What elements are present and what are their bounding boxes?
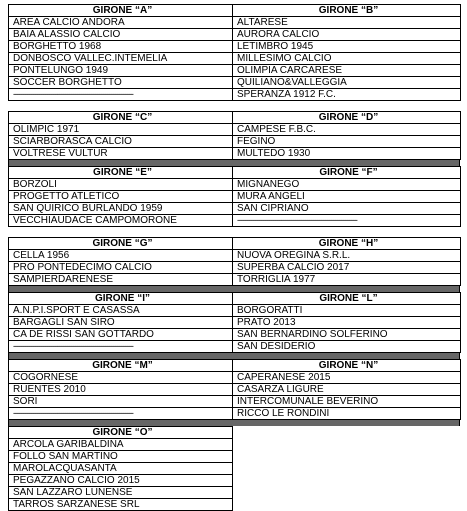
- team-cell: SOCCER BORGHETTO: [9, 77, 233, 89]
- girone-block: [8, 111, 461, 160]
- empty-cell: [233, 427, 461, 439]
- girone-title: GIRONE “G”: [9, 238, 233, 250]
- girone-header-row: [9, 360, 461, 372]
- girone-title: GIRONE “B”: [233, 5, 461, 17]
- girone-header-row: [9, 5, 461, 17]
- team-cell: SAN QUIRICO BURLANDO 1959: [9, 203, 233, 215]
- team-cell: VOLTRESE VULTUR: [9, 148, 233, 160]
- girone-title: GIRONE “N”: [233, 360, 461, 372]
- table-row: [9, 475, 461, 487]
- girone-header-row: [9, 238, 461, 250]
- team-cell: INTERCOMUNALE BEVERINO: [233, 396, 461, 408]
- table-row: [9, 499, 461, 511]
- table-row: [9, 179, 461, 191]
- girone-title: GIRONE “M”: [9, 360, 233, 372]
- team-cell: SPERANZA 1912 F.C.: [233, 89, 461, 101]
- girone-header-row: [9, 293, 461, 305]
- team-cell: ALTARESE: [233, 17, 461, 29]
- team-cell: DONBOSCO VALLEC.INTEMELIA: [9, 53, 233, 65]
- team-cell: COGORNESE: [9, 372, 233, 384]
- girone-block: [8, 166, 461, 227]
- table-row: [9, 65, 461, 77]
- team-cell: ARCOLA GARIBALDINA: [9, 439, 233, 451]
- table-row: [9, 329, 461, 341]
- girone-title: GIRONE “E”: [9, 167, 233, 179]
- team-cell: PONTELUNGO 1949: [9, 65, 233, 77]
- table-row: [9, 305, 461, 317]
- team-cell: BORZOLI: [9, 179, 233, 191]
- empty-cell: [233, 439, 461, 451]
- table-row: [9, 341, 461, 353]
- table-row: [9, 124, 461, 136]
- empty-cell: [233, 463, 461, 475]
- table-row: [9, 89, 461, 101]
- team-cell: CAPERANESE 2015: [233, 372, 461, 384]
- team-cell: SAN BERNARDINO SOLFERINO: [233, 329, 461, 341]
- team-cell: TORRIGLIA 1977: [233, 274, 461, 286]
- team-cell: MAROLACQUASANTA: [9, 463, 233, 475]
- girone-title: GIRONE “O”: [9, 427, 233, 439]
- table-row: [9, 439, 461, 451]
- table-row: [9, 317, 461, 329]
- empty-cell: [233, 499, 461, 511]
- team-cell: RUENTES 2010: [9, 384, 233, 396]
- girone-block: [8, 292, 461, 353]
- team-cell: MIGNANEGO: [233, 179, 461, 191]
- table-row: [9, 451, 461, 463]
- empty-cell: [233, 475, 461, 487]
- table-row: [9, 191, 461, 203]
- team-cell: ------------------------------------------------------------: [9, 89, 233, 101]
- table-row: [9, 53, 461, 65]
- table-row: [9, 203, 461, 215]
- table-row: [9, 136, 461, 148]
- team-cell: LETIMBRO 1945: [233, 41, 461, 53]
- block-separator: [8, 101, 460, 111]
- team-cell: MURA ANGELI: [233, 191, 461, 203]
- table-row: [9, 274, 461, 286]
- team-cell: SAN DESIDERIO: [233, 341, 461, 353]
- team-cell: TARROS SARZANESE SRL: [9, 499, 233, 511]
- table-row: [9, 41, 461, 53]
- table-row: [9, 17, 461, 29]
- team-cell: OLIMPIA CARCARESE: [233, 65, 461, 77]
- team-cell: MILLESIMO CALCIO: [233, 53, 461, 65]
- girone-header-row: [9, 427, 461, 439]
- team-cell: FOLLO SAN MARTINO: [9, 451, 233, 463]
- table-row: [9, 487, 461, 499]
- girone-header-row: [9, 112, 461, 124]
- team-cell: VECCHIAUDACE CAMPOMORONE: [9, 215, 233, 227]
- girone-sheet: [8, 4, 460, 511]
- girone-block: [8, 426, 461, 511]
- girone-title: GIRONE “D”: [233, 112, 461, 124]
- table-row: [9, 250, 461, 262]
- empty-cell: [233, 487, 461, 499]
- table-row: [9, 262, 461, 274]
- team-cell: CAMPESE F.B.C.: [233, 124, 461, 136]
- team-cell: PRO PONTEDECIMO CALCIO: [9, 262, 233, 274]
- team-cell: BORGHETTO 1968: [9, 41, 233, 53]
- team-cell: QUILIANO&VALLEGGIA: [233, 77, 461, 89]
- girone-block: [8, 359, 461, 420]
- team-cell: BARGAGLI SAN SIRO: [9, 317, 233, 329]
- team-cell: SUPERBA CALCIO 2017: [233, 262, 461, 274]
- girone-title: GIRONE “I”: [9, 293, 233, 305]
- girone-title: GIRONE “F”: [233, 167, 461, 179]
- table-row: [9, 372, 461, 384]
- girone-header-row: [9, 167, 461, 179]
- team-cell: PRATO 2013: [233, 317, 461, 329]
- girone-block: [8, 4, 461, 101]
- team-cell: RICCO LE RONDINI: [233, 408, 461, 420]
- team-cell: ------------------------------------------------------------: [233, 215, 461, 227]
- team-cell: CA DE RISSI SAN GOTTARDO: [9, 329, 233, 341]
- table-row: [9, 29, 461, 41]
- table-row: [9, 408, 461, 420]
- girone-title: GIRONE “H”: [233, 238, 461, 250]
- team-cell: SAN LAZZARO LUNENSE: [9, 487, 233, 499]
- team-cell: SAN CIPRIANO: [233, 203, 461, 215]
- team-cell: BAIA ALASSIO CALCIO: [9, 29, 233, 41]
- team-cell: BORGORATTI: [233, 305, 461, 317]
- table-row: [9, 77, 461, 89]
- team-cell: PEGAZZANO CALCIO 2015: [9, 475, 233, 487]
- team-cell: ------------------------------------------------------------: [9, 341, 233, 353]
- girone-title: GIRONE “C”: [9, 112, 233, 124]
- team-cell: SCIARBORASCA CALCIO: [9, 136, 233, 148]
- team-cell: CELLA 1956: [9, 250, 233, 262]
- table-row: [9, 215, 461, 227]
- team-cell: AREA CALCIO ANDORA: [9, 17, 233, 29]
- table-row: [9, 463, 461, 475]
- girone-title: GIRONE “A”: [9, 5, 233, 17]
- team-cell: SAMPIERDARENESE: [9, 274, 233, 286]
- team-cell: CASARZA LIGURE: [233, 384, 461, 396]
- team-cell: MULTEDO 1930: [233, 148, 461, 160]
- team-cell: A.N.P.I.SPORT E CASASSA: [9, 305, 233, 317]
- team-cell: SORI: [9, 396, 233, 408]
- team-cell: NUOVA OREGINA S.R.L.: [233, 250, 461, 262]
- team-cell: FEGINO: [233, 136, 461, 148]
- team-cell: AURORA CALCIO: [233, 29, 461, 41]
- table-row: [9, 396, 461, 408]
- team-cell: ------------------------------------------------------------: [9, 408, 233, 420]
- team-cell: PROGETTO ATLETICO: [9, 191, 233, 203]
- table-row: [9, 384, 461, 396]
- empty-cell: [233, 451, 461, 463]
- girone-block: [8, 237, 461, 286]
- team-cell: OLIMPIC 1971: [9, 124, 233, 136]
- table-row: [9, 148, 461, 160]
- block-separator: [8, 227, 460, 237]
- girone-title: GIRONE “L”: [233, 293, 461, 305]
